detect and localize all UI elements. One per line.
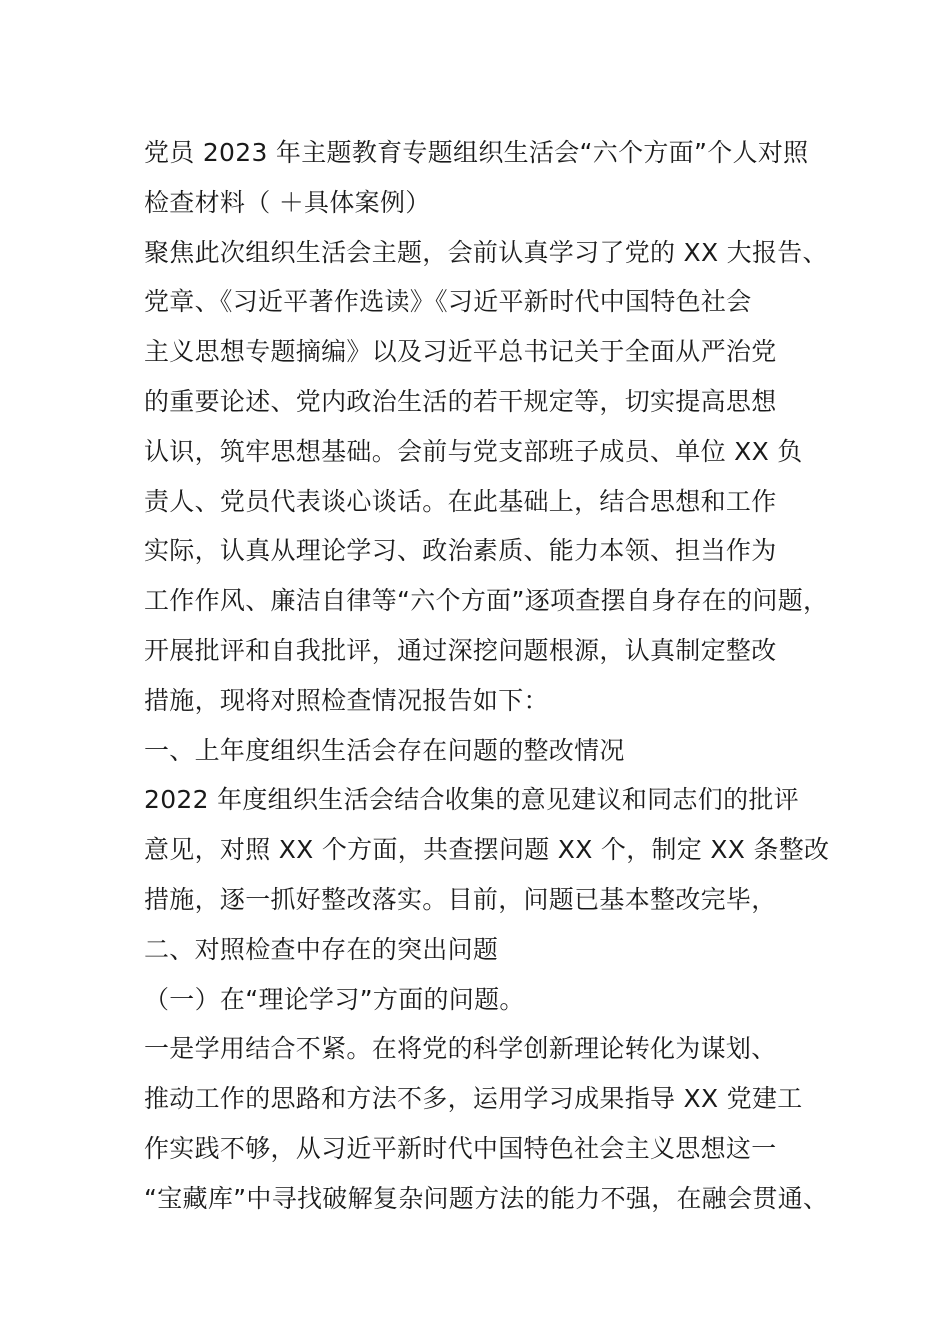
body-line: 作实践不够，从习近平新时代中国特色社会主义思想这一 [144, 1133, 777, 1163]
body-line: 开展批评和自我批评，通过深挖问题根源，认真制定整改 [144, 635, 777, 665]
body-line: 措施，逐一抓好整改落实。目前，问题已基本整改完毕， [144, 884, 777, 914]
body-line: 的重要论述、党内政治生活的若干规定等，切实提高思想 [144, 386, 777, 416]
body-line: 党章、《习近平著作选读》《习近平新时代中国特色社会 [144, 287, 752, 317]
title-line: 党员 2023 年主题教育专题组织生活会“六个方面”个人对照 [144, 138, 809, 167]
body-line: 一是学用结合不紧。在将党的科学创新理论转化为谋划、 [144, 1034, 777, 1064]
body-line: 2022 年度组织生活会结合收集的意见建议和同志们的批评 [144, 785, 799, 815]
body-line: 认识，筑牢思想基础。会前与党支部班子成员、单位 XX 负 [144, 436, 803, 466]
section-heading: 一、上年度组织生活会存在问题的整改情况 [144, 735, 625, 765]
document-text [144, 128, 844, 1224]
body-line: 措施，现将对照检查情况报告如下： [144, 685, 549, 715]
body-line: 工作作风、廉洁自律等“六个方面”逐项查摆自身存在的问题， [144, 586, 829, 616]
body-line: 实际，认真从理论学习、政治素质、能力本领、担当作为 [144, 536, 777, 566]
body-line: “宝藏库”中寻找破解复杂问题方法的能力不强，在融会贯通、 [144, 1183, 829, 1213]
title-line: 检查材料（ ＋具体案例） [144, 187, 431, 217]
body-line: 主义思想专题摘编》以及习近平总书记关于全面从严治党 [144, 337, 777, 367]
subsection-heading: （一）在“理论学习”方面的问题。 [144, 984, 525, 1014]
body-line: 推动工作的思路和方法不多，运用学习成果指导 XX 党建工 [144, 1084, 803, 1114]
section-heading: 二、对照检查中存在的突出问题 [144, 934, 499, 964]
body-line: 意见，对照 XX 个方面，共查摆问题 XX 个，制定 XX 条整改 [144, 835, 830, 865]
body-line: 聚焦此次组织生活会主题，会前认真学习了党的 XX 大报告、 [144, 237, 828, 267]
body-line: 责人、党员代表谈心谈话。在此基础上，结合思想和工作 [144, 486, 777, 516]
